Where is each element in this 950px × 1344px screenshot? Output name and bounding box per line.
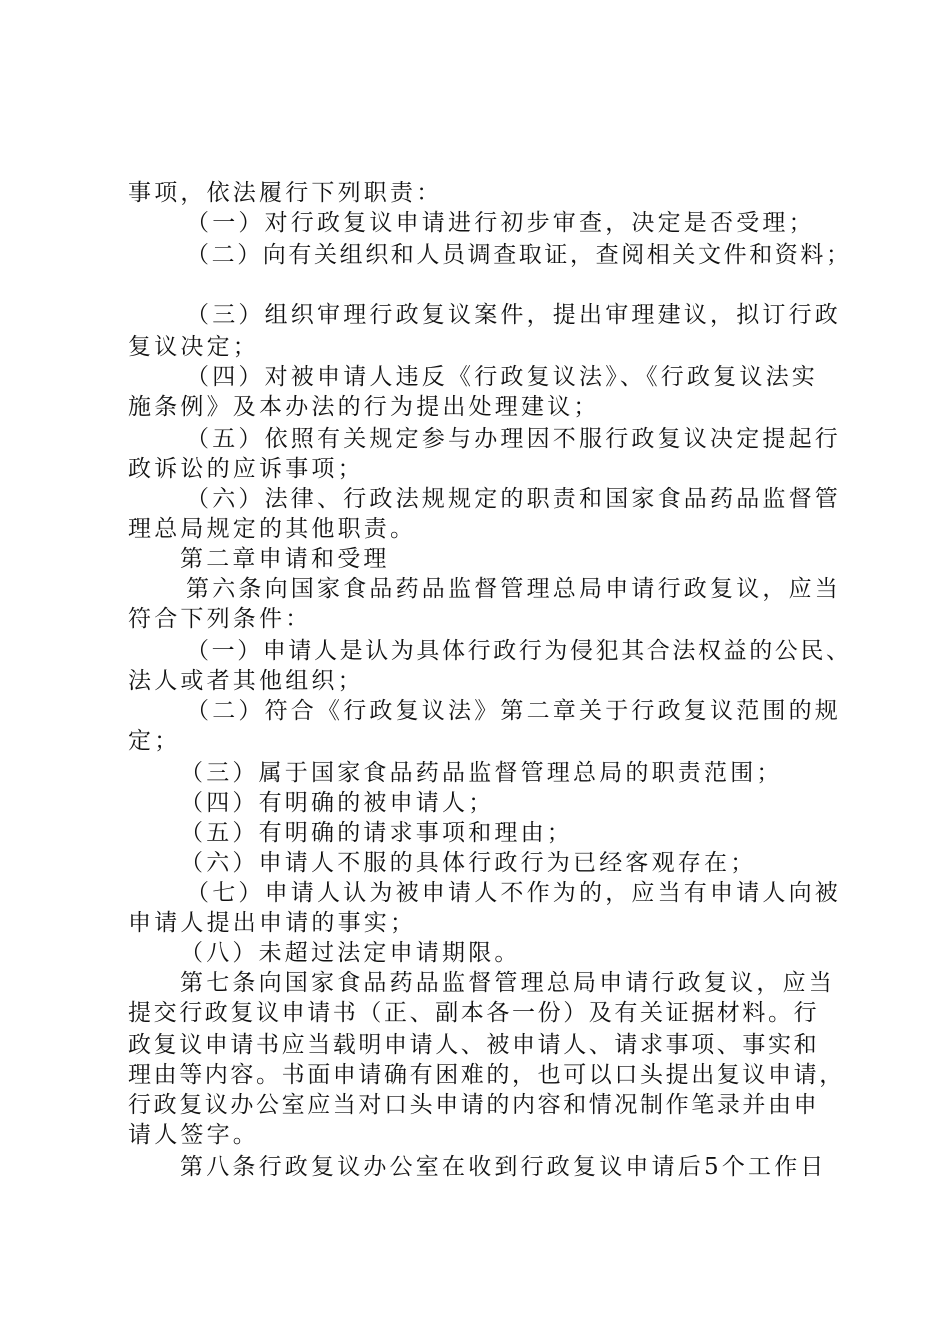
text-line: （三）属于国家食品药品监督管理总局的职责范围；: [180, 760, 783, 786]
text-line: 符合下列条件：: [128, 606, 312, 632]
text-line: 请人签字。: [128, 1122, 259, 1148]
text-line: 第七条向国家食品药品监督管理总局申请行政复议，应当: [180, 970, 835, 996]
text-line: 申请人提出申请的事实；: [128, 910, 417, 936]
text-line: 事项，依法履行下列职责：: [128, 180, 443, 206]
text-line: 行政复议办公室应当对口头申请的内容和情况制作笔录并由申: [128, 1092, 820, 1118]
text-line: 政诉讼的应诉事项；: [128, 456, 364, 482]
text-line: 施条例》及本办法的行为提出处理建议；: [128, 394, 600, 420]
text-line: （二）符合《行政复议法》第二章关于行政复议范围的规: [186, 698, 841, 724]
text-line: （二）向有关组织和人员调查取证，查阅相关文件和资料；: [186, 242, 852, 268]
text-line: （五）有明确的请求事项和理由；: [180, 820, 573, 846]
text-line: （四）对被申请人违反《行政复议法》、《行政复议法实: [186, 364, 818, 390]
text-line: 定；: [128, 728, 181, 754]
text-line: （六）法律、行政法规规定的职责和国家食品药品监督管: [186, 486, 841, 512]
text-line: 理由等内容。书面申请确有困难的，也可以口头提出复议申请，: [128, 1062, 845, 1088]
text-line: 法人或者其他组织；: [128, 668, 364, 694]
text-line: 复议决定；: [128, 334, 259, 360]
text-line: （五）依照有关规定参与办理因不服行政复议决定提起行: [186, 426, 841, 452]
text-line: 第六条向国家食品药品监督管理总局申请行政复议，应当: [186, 576, 841, 602]
text-line: 政复议申请书应当载明申请人、被申请人、请求事项、事实和: [128, 1032, 820, 1058]
text-line: （六）申请人不服的具体行政行为已经客观存在；: [180, 850, 757, 876]
text-line: 理总局规定的其他职责。: [128, 516, 417, 542]
text-line: （一）申请人是认为具体行政行为侵犯其合法权益的公民、: [186, 638, 852, 664]
text-line: （三）组织审理行政复议案件，提出审理建议，拟订行政: [186, 302, 841, 328]
chapter-heading: 第二章申请和受理: [180, 546, 390, 572]
text-line: （四）有明确的被申请人；: [180, 790, 495, 816]
text-line: （一）对行政复议申请进行初步审查，决定是否受理；: [186, 210, 815, 236]
text-line: 第八条行政复议办公室在收到行政复议申请后5个工作日: [180, 1154, 827, 1180]
text-line: （七）申请人认为被申请人不作为的，应当有申请人向被: [186, 880, 841, 906]
text-line: （八）未超过法定申请期限。: [180, 940, 521, 966]
text-line: 提交行政复议申请书（正、副本各一份）及有关证据材料。行: [128, 1000, 820, 1026]
